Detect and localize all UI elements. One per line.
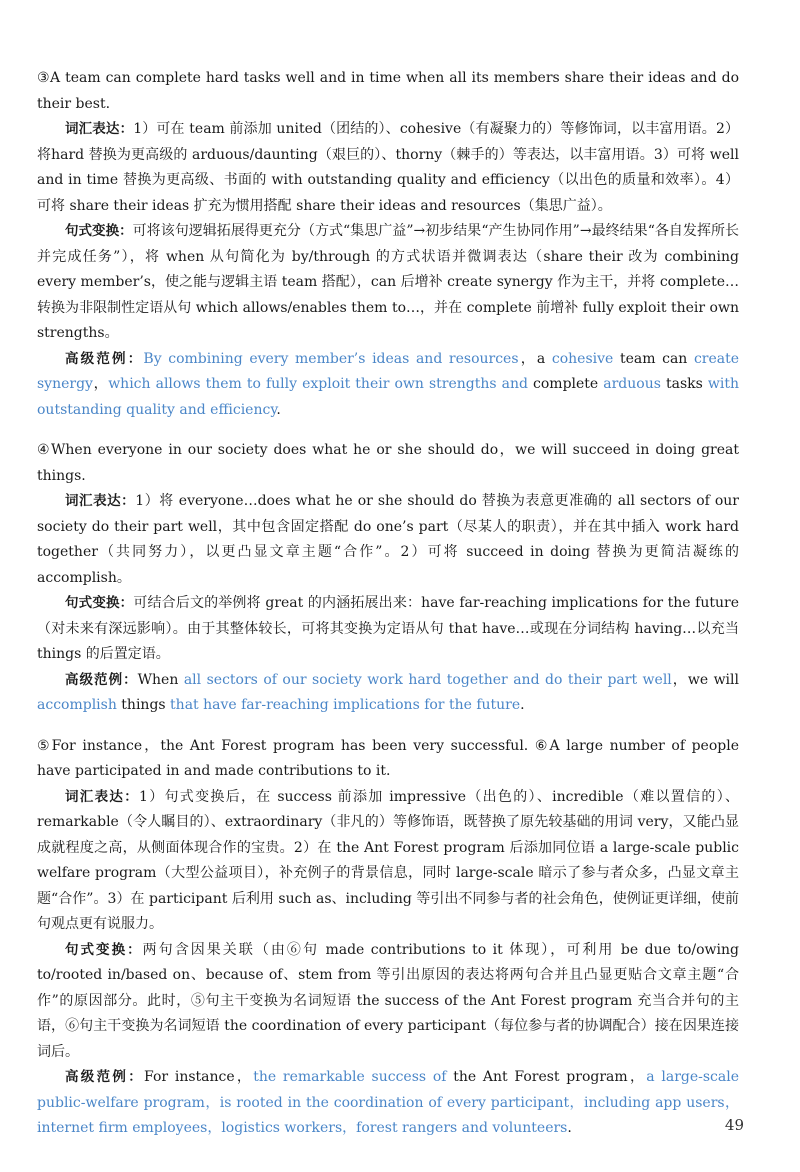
highlighted-phrase: By combining every member’s ideas and resources	[143, 350, 519, 367]
syntax-label: 句式变换：	[65, 223, 133, 239]
syntax-label: 句式变换：	[65, 595, 134, 611]
highlighted-phrase: a large-scale public-welfare program，is rooted in the coordination of every participant，including app users，internet firm employees，logistics workers，forest rangers and volunteers	[37, 1069, 739, 1136]
vocab-paragraph-4	[37, 489, 739, 591]
original-sentence-3: ③A team can complete hard tasks well and in time when all its members share their ideas and do their best.	[37, 70, 739, 112]
syntax-text: 可将该句逻辑拓展得更充分（方式“集思广益”→初步结果“产生协同作用”→最终结果“各自发挥所长并完成任务”），将 when 从句简化为 by/through 的方式状语并微调表达（share their 改为 combining every member’s，使之能与逻辑主语 team 搭配），can 后增补 create synergy 作为主干，并将 complete…转换为非限制性定语从句 which allows/enables them to…，并在 complete 前增补 fully exploit their own strengths。	[37, 223, 740, 341]
example-segment: ，a	[518, 350, 552, 367]
example-segment: .	[567, 1120, 572, 1136]
highlighted-phrase: accomplish	[37, 697, 117, 713]
example-label: 高级范例：	[65, 1069, 145, 1085]
syntax-text: 两句含因果关联（由⑥句 made contributions to it 体现），可利用 be due to/owing to/rooted in/based on、because of、stem from 等引出原因的表达将两句合并且凸显更贴合文章主题“合作”的原因部分。此时，⑤句主干变换为名词短语 the success of the Ant Forest program 充当合并句的主语，⑥句主干变换为名词短语 the coordination of every participant（每位参与者的协调配合）接在因果连接词后。	[37, 941, 740, 1060]
syntax-paragraph-3	[37, 219, 739, 347]
vocab-label: 词汇表达：	[65, 121, 134, 137]
vocab-text: 1）将 everyone…does what he or she should do 替换为表意更准确的 all sectors of our society do their part well，其中包含固定搭配 do one’s part（尽某人的职责），并在其中插入 work hard together（共同努力），以更凸显文章主题“合作”。2）可将 succeed in doing 替换为更简洁凝练的 accomplish。	[37, 493, 739, 586]
vocab-label: 词汇表达：	[65, 788, 139, 805]
example-segment: team can	[613, 350, 694, 367]
highlighted-phrase: that have far-reaching implications for the future	[170, 697, 521, 713]
example-text	[37, 351, 739, 418]
page-content	[37, 66, 739, 1142]
syntax-label: 句式变换：	[65, 941, 143, 958]
syntax-text: 可结合后文的举例将 great 的内涵拓展出来：have far-reaching implications for the future（对未来有深远影响）。由于其整体较长，可将其变换为定语从句 that have…或现在分词结构 having…以充当 things 的后置定语。	[37, 595, 740, 662]
highlighted-phrase: with outstanding quality and efficiency	[37, 376, 739, 418]
example-paragraph-4	[37, 668, 739, 719]
syntax-paragraph-5-6	[37, 938, 739, 1066]
vocab-paragraph-5-6	[37, 785, 739, 938]
example-segment: For instance，	[144, 1069, 254, 1085]
vocab-paragraph-3	[37, 117, 739, 219]
highlighted-phrase: cohesive	[551, 350, 614, 367]
vocab-text: 1）句式变换后，在 success 前添加 impressive（出色的）、incredible（难以置信的）、remarkable（令人瞩目的）、extraordinary（非凡的）等修饰语，既替换了原先较基础的用词 very，又能凸显成就程度之高，从侧面体现合作的宝贵。2）在 the Ant Forest program 后添加同位语 a large-scale public welfare program（大型公益项目），补充例子的背景信息，同时 large-scale 暗示了参与者众多，凸显文章主题“合作”。3）在 participant 后利用 such as、including 等引出不同参与者的社会角色，使例证更详细，使前句观点更有说服力。	[37, 788, 739, 932]
highlighted-phrase: which allows them to fully exploit their own strengths and	[108, 376, 528, 392]
vocab-label: 词汇表达：	[65, 493, 136, 509]
highlighted-phrase: the remarkable success of	[253, 1069, 447, 1085]
example-segment: things	[116, 697, 171, 713]
example-segment: complete	[527, 376, 604, 392]
example-label: 高级范例：	[65, 350, 144, 367]
original-sentence-5-6: ⑤For instance，the Ant Forest program has been very successful. ⑥A large number of people have participated in and made contributions to it.	[37, 737, 739, 779]
highlighted-phrase: all sectors of our society work hard together and do their part well	[183, 671, 672, 688]
highlighted-phrase: arduous	[603, 376, 661, 392]
example-paragraph-5-6	[37, 1065, 739, 1142]
example-paragraph-3	[37, 347, 739, 424]
example-segment: the Ant Forest program，	[446, 1069, 647, 1085]
example-segment: When	[137, 671, 184, 688]
example-segment: tasks	[660, 376, 708, 392]
vocab-text: 1）可在 team 前添加 united（团结的）、cohesive（有凝聚力的）等修饰词，以丰富用语。2）将hard 替换为更高级的 arduous/daunting（艰巨的）、thorny（棘手的）等表达，以丰富用语。3）可将 well and in time 替换为更高级、书面的 with outstanding quality and efficiency（以出色的质量和效率）。4）可将 share their ideas 扩充为惯用搭配 share their ideas and resources（集思广益）。	[37, 121, 739, 214]
example-segment: .	[520, 697, 525, 713]
example-segment: ，	[92, 376, 109, 392]
syntax-paragraph-4	[37, 591, 739, 668]
example-segment: ，we will	[671, 671, 739, 688]
highlighted-phrase: create synergy	[37, 350, 740, 392]
example-label: 高级范例：	[65, 671, 138, 688]
page-number: 49	[724, 1116, 744, 1134]
example-text	[37, 672, 739, 714]
original-sentence-4: ④When everyone in our society does what he or she should do，we will succeed in doing great things.	[37, 442, 739, 484]
example-segment: .	[276, 401, 281, 418]
